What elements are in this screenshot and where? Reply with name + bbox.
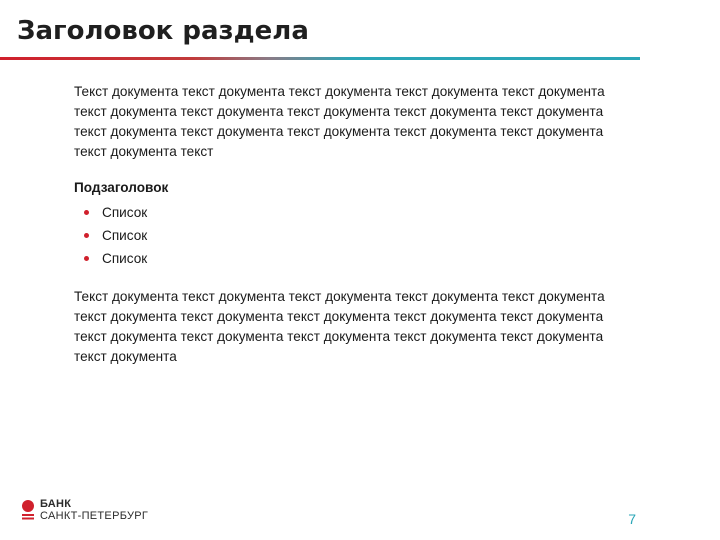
bank-logo-mark-icon bbox=[20, 498, 36, 520]
subheading: Подзаголовок bbox=[74, 180, 169, 195]
list-item-label: Список bbox=[102, 228, 148, 243]
bullet-list bbox=[84, 201, 147, 270]
bullet-icon bbox=[84, 210, 89, 215]
list-item bbox=[84, 201, 147, 224]
body-paragraph: Текст документа текст документа текст документа текст документа текст документа текст документа текст документа текст документа текст документа текст документа текст документа текст документа текст документа текст документа текст документа текст документа текст bbox=[74, 84, 605, 159]
title-underline bbox=[0, 57, 640, 60]
body-text-block-2 bbox=[74, 287, 634, 367]
logo-line-2: САНКТ-ПЕТЕРБУРГ bbox=[40, 510, 149, 522]
bank-logo bbox=[20, 498, 148, 522]
list-item-label: Список bbox=[102, 251, 148, 266]
list-item bbox=[84, 247, 147, 270]
logo-line-1: БАНК bbox=[40, 498, 72, 510]
list-item-label: Список bbox=[102, 205, 148, 220]
slide-title: Заголовок раздела bbox=[17, 16, 309, 46]
bullet-icon bbox=[84, 233, 89, 238]
page-number: 7 bbox=[628, 511, 636, 527]
bullet-icon bbox=[84, 256, 89, 261]
list-item bbox=[84, 224, 147, 247]
body-paragraph: Текст документа текст документа текст документа текст документа текст документа текст документа текст документа текст документа текст документа текст документа текст документа текст документа текст документа текст документа текст документа текст документа bbox=[74, 289, 605, 364]
body-text-block-1 bbox=[74, 82, 634, 162]
